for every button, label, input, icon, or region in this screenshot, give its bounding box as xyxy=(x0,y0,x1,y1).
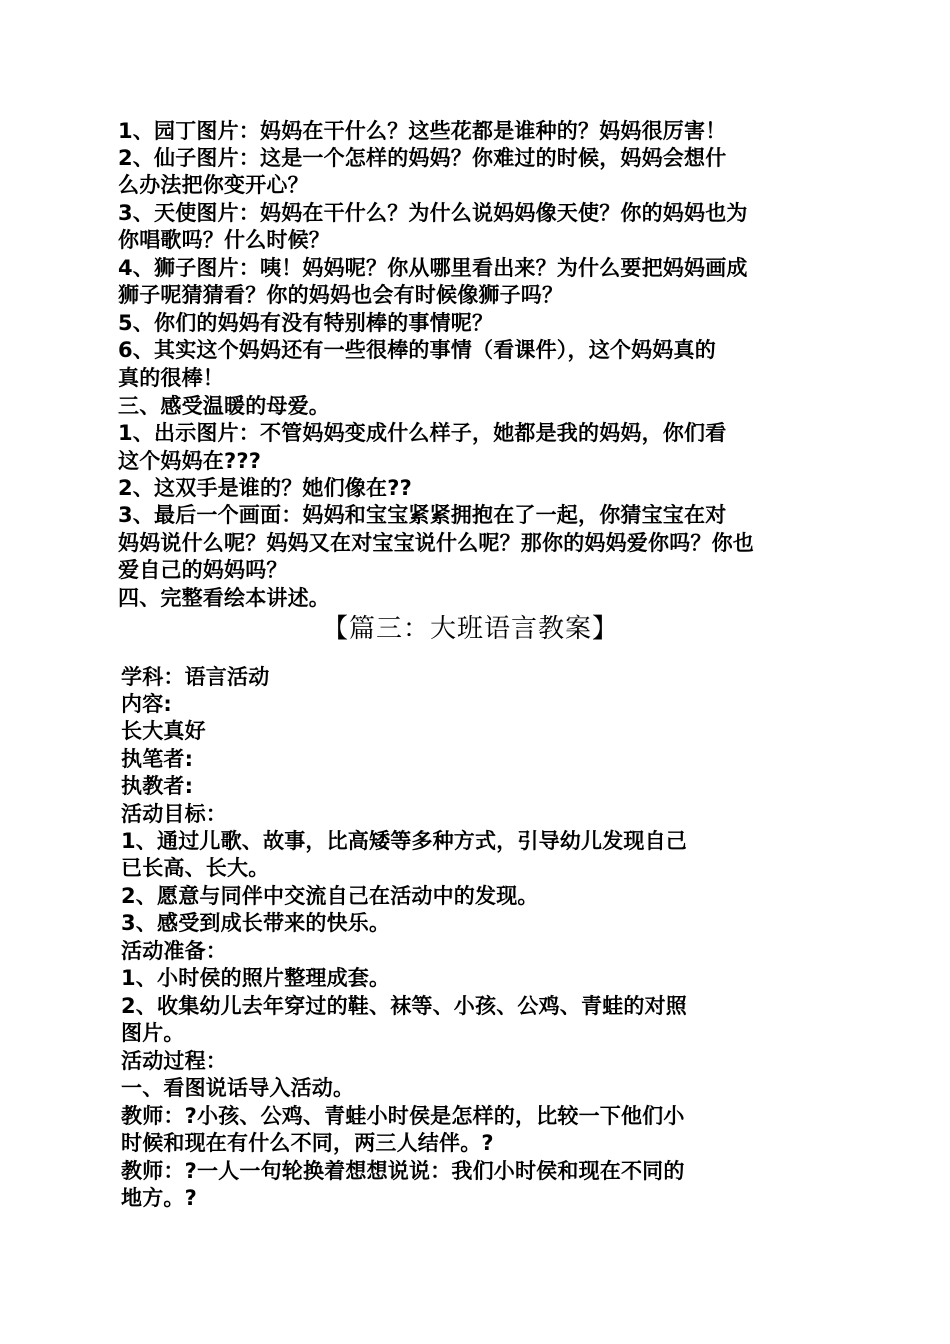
text-line: 这个妈妈在??? xyxy=(118,449,262,473)
text-line: 6、其实这个妈妈还有一些很棒的事情（看课件），这个妈妈真的 xyxy=(118,338,716,362)
text-line: 活动准备： xyxy=(121,939,227,963)
text-line: 执笔者: xyxy=(121,747,194,771)
text-line: 1、通过儿歌、故事，比高矮等多种方式，引导幼儿发现自己 xyxy=(121,829,688,853)
text-line: 2、愿意与同伴中交流自己在活动中的发现。 xyxy=(121,884,539,908)
text-line: 1、出示图片：不管妈妈变成什么样子，她都是我的妈妈，你们看 xyxy=(118,421,727,445)
text-line: 5、你们的妈妈有没有特别棒的事情呢？ xyxy=(118,311,494,335)
text-line: 学科：语言活动 xyxy=(121,665,270,689)
page-title: 【篇三：大班语言教案】 xyxy=(322,614,620,644)
text-line: 3、天使图片：妈妈在干什么？为什么说妈妈像天使？你的妈妈也为 xyxy=(118,201,748,225)
text-line: 3、最后一个画面：妈妈和宝宝紧紧拥抱在了一起，你猜宝宝在对 xyxy=(118,503,727,527)
section-heading: 三、感受温暖的母爱。 xyxy=(118,394,330,418)
text-line: 4、狮子图片：咦！妈妈呢？你从哪里看出来？为什么要把妈妈画成 xyxy=(118,256,748,280)
text-line: 爱自己的妈妈吗？ xyxy=(118,558,288,582)
text-line: 3、感受到成长带来的快乐。 xyxy=(121,911,391,935)
text-line: 1、小时侯的照片整理成套。 xyxy=(121,966,391,990)
text-line: 1、园丁图片：妈妈在干什么？这些花都是谁种的？妈妈很厉害！ xyxy=(118,119,727,143)
text-line: 2、这双手是谁的？她们像在?? xyxy=(118,476,412,500)
text-line: 么办法把你变开心？ xyxy=(118,173,309,197)
section-heading: 四、完整看绘本讲述。 xyxy=(118,586,330,610)
text-line: 教师：?小孩、公鸡、青蛙小时侯是怎样的，比较一下他们小 xyxy=(121,1104,685,1128)
text-line: 真的很棒！ xyxy=(118,366,224,390)
text-line: 执教者: xyxy=(121,774,194,798)
text-line: 活动过程： xyxy=(121,1049,227,1073)
text-line: 活动目标： xyxy=(121,802,227,826)
text-line: 狮子呢猜猜看？你的妈妈也会有时候像狮子吗？ xyxy=(118,283,564,307)
text-line: 内容: xyxy=(121,692,172,716)
text-line: 长大真好 xyxy=(121,719,206,743)
text-line: 一、看图说话导入活动。 xyxy=(121,1076,355,1100)
text-line: 时候和现在有什么不同，两三人结伴。? xyxy=(121,1131,494,1155)
text-line: 图片。 xyxy=(121,1021,185,1045)
text-line: 妈妈说什么呢？妈妈又在对宝宝说什么呢？那你的妈妈爱你吗？你也 xyxy=(118,531,754,555)
text-line: 你唱歌吗？什么时候？ xyxy=(118,228,330,252)
text-line: 教师：?一人一句轮换着想想说说：我们小时侯和现在不同的 xyxy=(121,1159,685,1183)
text-line: 地方。? xyxy=(121,1186,197,1210)
text-line: 已长高、长大。 xyxy=(121,856,270,880)
text-line: 2、收集幼儿去年穿过的鞋、袜等、小孩、公鸡、青蛙的对照 xyxy=(121,994,688,1018)
text-line: 2、仙子图片：这是一个怎样的妈妈？你难过的时候，妈妈会想什 xyxy=(118,146,727,170)
